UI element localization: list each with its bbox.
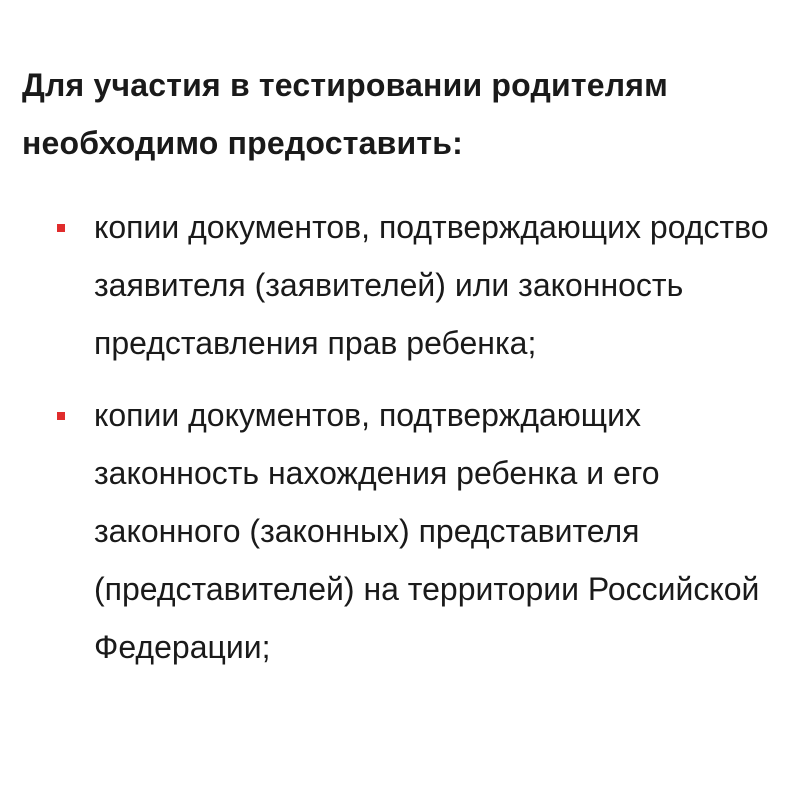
list-item-text: копии документов, подтверждающих родство заявителя (заявителей) или законность представления прав ребенка; <box>94 209 769 361</box>
document-heading: Для участия в тестировании родителям необходимо предоставить: <box>22 67 669 161</box>
square-bullet-icon <box>57 224 65 232</box>
square-bullet-icon <box>57 412 65 420</box>
list-item-text: копии документов, подтверждающих законность нахождения ребенка и его законного (законных) представителя (представителей) на территории Российской Федерации; <box>94 397 760 665</box>
requirements-list <box>22 198 780 676</box>
list-item <box>22 198 780 372</box>
list-item <box>22 386 780 676</box>
